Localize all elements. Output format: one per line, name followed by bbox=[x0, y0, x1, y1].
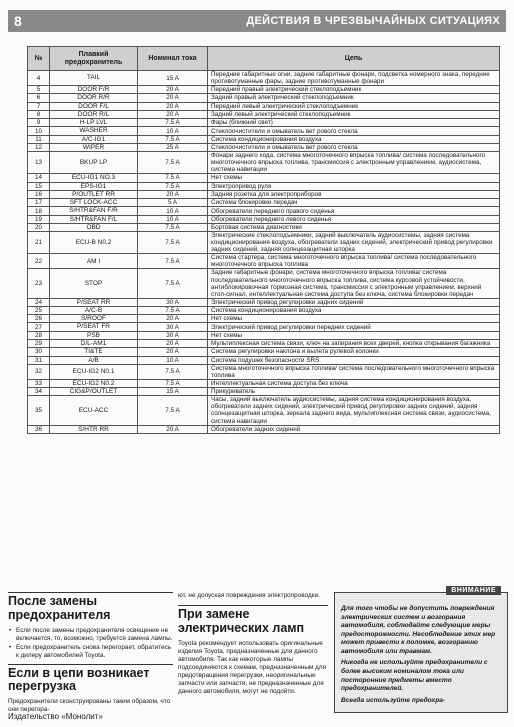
table-row bbox=[28, 199, 500, 207]
fuse-amperage-cell: 10 A bbox=[138, 207, 208, 215]
table-header-row bbox=[28, 47, 500, 71]
fuse-number-cell: 7 bbox=[28, 102, 50, 110]
fuse-circuit-cell: Стеклоочистители и омыватель вет рового стекла bbox=[208, 127, 500, 135]
column-header-number: № bbox=[28, 47, 50, 71]
continued-text: ют, не допуская повреждения электропроводки. bbox=[178, 592, 320, 599]
fuse-amperage-cell: 7.5 A bbox=[138, 379, 208, 387]
fuse-name-cell: D/L-AM1 bbox=[50, 339, 138, 347]
table-row bbox=[28, 94, 500, 102]
fuse-amperage-cell: 15 A bbox=[138, 388, 208, 396]
fuse-name-cell: A/C-B bbox=[50, 306, 138, 314]
fuse-name-cell: DOOR R/L bbox=[50, 110, 138, 118]
fuse-number-cell: 27 bbox=[28, 323, 50, 331]
fuse-amperage-cell: 10 A bbox=[138, 127, 208, 135]
fuse-name-cell: DOOR F/L bbox=[50, 102, 138, 110]
fuse-name-cell: ECU-IG1 NO.3 bbox=[50, 174, 138, 182]
fuse-circuit-cell: Обогреватели переднего правого сиденья bbox=[208, 207, 500, 215]
fuse-circuit-cell: Фонари заднего хода, система многоточечного впрыска топлива/ система последовательного многоточечного впрыска топлива, трансмиссия с электронным управлением, аудиосистема, система навигации bbox=[208, 152, 500, 174]
lamp-replacement-column bbox=[178, 592, 328, 698]
fuse-amperage-cell: 30 A bbox=[138, 331, 208, 339]
fuse-amperage-cell: 7.5 A bbox=[138, 364, 208, 379]
fuse-circuit-cell: Система стартера, система многоточечного впрыска топлива/ система последовательного многоточечного впрыска топлива bbox=[208, 254, 500, 269]
fuse-circuit-cell: Задняя розетка для электроприборов bbox=[208, 190, 500, 198]
table-row bbox=[28, 71, 500, 86]
fuse-amperage-cell: 20 A bbox=[138, 315, 208, 323]
fuse-name-cell: H-LP LVL bbox=[50, 119, 138, 127]
table-row bbox=[28, 152, 500, 174]
fuse-amperage-cell: 15 A bbox=[138, 71, 208, 86]
fuse-name-cell: TAIL bbox=[50, 71, 138, 86]
fuse-number-cell: 16 bbox=[28, 190, 50, 198]
fuse-table bbox=[27, 46, 500, 434]
fuse-amperage-cell: 25 A bbox=[138, 143, 208, 151]
after-replacement-column bbox=[8, 592, 173, 716]
fuse-number-cell: 20 bbox=[28, 223, 50, 231]
fuse-number-cell: 12 bbox=[28, 143, 50, 151]
fuse-number-cell: 19 bbox=[28, 215, 50, 223]
table-row bbox=[28, 306, 500, 314]
fuse-number-cell: 13 bbox=[28, 152, 50, 174]
fuse-circuit-cell: Система регулировки наклона и вылета рулевой колонки bbox=[208, 348, 500, 356]
fuse-name-cell: S/HTR&FAN F/L bbox=[50, 215, 138, 223]
fuse-amperage-cell: 7.5 A bbox=[138, 135, 208, 143]
fuse-name-cell: BKUP LP bbox=[50, 152, 138, 174]
fuse-circuit-cell: Система кондиционирования воздуха bbox=[208, 306, 500, 314]
table-row bbox=[28, 298, 500, 306]
fuse-number-cell: 31 bbox=[28, 356, 50, 364]
after-replacement-bullet: • Если после замены предохранителя освещение не включается, то, возможно, требуется замена лампы. bbox=[8, 627, 173, 643]
fuse-number-cell: 35 bbox=[28, 396, 50, 425]
fuse-amperage-cell: 7.5 A bbox=[138, 152, 208, 174]
table-row bbox=[28, 174, 500, 182]
column-header-fuse: Плавкий предохранитель bbox=[50, 47, 138, 71]
table-row bbox=[28, 127, 500, 135]
fuse-amperage-cell: 30 A bbox=[138, 323, 208, 331]
fuse-number-cell: 25 bbox=[28, 306, 50, 314]
fuse-amperage-cell: 20 A bbox=[138, 110, 208, 118]
table-row bbox=[28, 119, 500, 127]
fuse-name-cell: CIG&P/OUTLET bbox=[50, 388, 138, 396]
warning-box bbox=[334, 587, 508, 713]
fuse-name-cell: ECU-IG2 N0.1 bbox=[50, 364, 138, 379]
page-badge bbox=[14, 13, 22, 29]
table-row bbox=[28, 86, 500, 94]
fuse-name-cell: SFT LOCK-ACC bbox=[50, 199, 138, 207]
fuse-amperage-cell: 7.5 A bbox=[138, 223, 208, 231]
column-header-amperage: Номинал тока bbox=[138, 47, 208, 71]
fuse-name-cell: A/C-IG1 bbox=[50, 135, 138, 143]
page-number: 8 bbox=[14, 13, 22, 29]
fuse-name-cell: WASHER bbox=[50, 127, 138, 135]
fuse-circuit-cell: Мультиплексная система связи, ключ на запирания всех дверей, кнопка открывания багажника bbox=[208, 339, 500, 347]
warning-tag: ВНИМАНИЕ bbox=[446, 586, 501, 595]
fuse-number-cell: 22 bbox=[28, 254, 50, 269]
fuse-name-cell: OBD bbox=[50, 223, 138, 231]
table-row bbox=[28, 190, 500, 198]
fuse-circuit-cell: Задний левый электрический стеклоподъемник bbox=[208, 110, 500, 118]
fuse-amperage-cell: 7.5 A bbox=[138, 396, 208, 425]
fuse-amperage-cell: 20 A bbox=[138, 190, 208, 198]
table-row bbox=[28, 425, 500, 433]
lamp-replacement-heading: При замене электрических ламп bbox=[178, 605, 328, 636]
fuse-name-cell: STOP bbox=[50, 269, 138, 298]
table-row bbox=[28, 379, 500, 387]
fuse-name-cell: EPS-IG1 bbox=[50, 182, 138, 190]
fuse-amperage-cell: 7.5 A bbox=[138, 119, 208, 127]
fuse-name-cell: DOOR F/R bbox=[50, 86, 138, 94]
fuse-amperage-cell: 7.5 A bbox=[138, 232, 208, 254]
publisher-footer: Издательство «Монолит» bbox=[8, 712, 103, 721]
fuse-number-cell: 26 bbox=[28, 315, 50, 323]
warning-text: Всегда используйте предохра- bbox=[341, 696, 446, 704]
fuse-name-cell: WIPER bbox=[50, 143, 138, 151]
fuse-amperage-cell: 20 A bbox=[138, 86, 208, 94]
table-row bbox=[28, 143, 500, 151]
fuse-name-cell: P/OUTLET RR bbox=[50, 190, 138, 198]
fuse-circuit-cell: Электрический привод регулировки передних сидений bbox=[208, 323, 500, 331]
fuse-circuit-cell: Обогреватели переднего левого сиденья bbox=[208, 215, 500, 223]
fuse-number-cell: 33 bbox=[28, 379, 50, 387]
fuse-number-cell: 24 bbox=[28, 298, 50, 306]
fuse-amperage-cell: 5 A bbox=[138, 199, 208, 207]
fuse-number-cell: 36 bbox=[28, 425, 50, 433]
fuse-amperage-cell: 7.5 A bbox=[138, 306, 208, 314]
page-header bbox=[8, 10, 506, 32]
fuse-name-cell: P/SEAT FR bbox=[50, 323, 138, 331]
fuse-amperage-cell: 20 A bbox=[138, 339, 208, 347]
fuse-circuit-cell: Прикуриватель bbox=[208, 388, 500, 396]
fuse-circuit-cell: Электрические стеклоподъемники, задний выключатель аудиосистемы, задняя система кондиционирования воздуха, обогреватели задних сидений, электрический привод регулировки задних сидений, задняя солнцезащитная шторка bbox=[208, 232, 500, 254]
overload-heading: Если в цепи возникает перегрузка bbox=[8, 664, 173, 695]
table-row bbox=[28, 323, 500, 331]
table-row bbox=[28, 207, 500, 215]
fuse-amperage-cell: 7.5 A bbox=[138, 174, 208, 182]
fuse-circuit-cell: Нет схемы bbox=[208, 315, 500, 323]
fuse-number-cell: 5 bbox=[28, 86, 50, 94]
fuse-number-cell: 15 bbox=[28, 182, 50, 190]
fuse-number-cell: 4 bbox=[28, 71, 50, 86]
fuse-circuit-cell: Бортовая система диагностики bbox=[208, 223, 500, 231]
fuse-circuit-cell: Нет схемы bbox=[208, 174, 500, 182]
fuse-circuit-cell: Часы, задний выключатель аудиосистемы, задняя система кондиционирования воздуха, обогреватели задних сидений, электрический привод регулировки задних сидений, задняя солнцезащитная шторка, зеркала заднего вида, мультиплексная система связи, аудиосистема, система навигации bbox=[208, 396, 500, 425]
fuse-amperage-cell: 20 A bbox=[138, 102, 208, 110]
lamp-replacement-paragraph: Toyota рекомендует использовать оригинальные изделия Toyota, предназначенные для данного автомобиля. Так как некоторые лампы подсоединяются к схемам, предназначенным для предотвращения перегрузки, неоригинальные запчасти или запчасти, не предназначенные для данного автомобиля, могут не подойти. bbox=[178, 639, 327, 695]
fuse-number-cell: 23 bbox=[28, 269, 50, 298]
fuse-circuit-cell: Система подушек безопасности SRS bbox=[208, 356, 500, 364]
bottom-columns bbox=[8, 587, 508, 713]
fuse-amperage-cell: 7.5 A bbox=[138, 254, 208, 269]
fuse-circuit-cell: Система блокировки передач bbox=[208, 199, 500, 207]
fuse-name-cell: S/ROOF bbox=[50, 315, 138, 323]
table-row bbox=[28, 232, 500, 254]
fuse-circuit-cell: Передние габаритные огни, задние габаритные фонари, подсветка номерного знака, передние противотуманные фары, задние противотуманные фонари bbox=[208, 71, 500, 86]
fuse-circuit-cell: Задний правый электрический стеклоподъемник bbox=[208, 94, 500, 102]
fuse-circuit-cell: Задние габаритные фонари, система многоточечного впрыска топлива/ система последовательного многоточечного впрыска топлива, система курсовой устойчивости, антиблокировочная тормозная система, трансмиссия с электронным управлением, верхний стоп-сигнал, интеллектуальная система доступа без ключа, система блокировки передач bbox=[208, 269, 500, 298]
after-replacement-bullet: • Если предохранитель снова перегорает, обратитесь к дилеру автомобилей Toyota. bbox=[8, 644, 173, 660]
fuse-number-cell: 30 bbox=[28, 348, 50, 356]
overload-paragraph: Предохранители сконструированы таким образом, что они перегора- bbox=[8, 698, 171, 713]
fuse-circuit-cell: Система многоточечного впрыска топлива/ система последовательного многоточечного впрыска топлива bbox=[208, 364, 500, 379]
fuse-name-cell: S/HTR RR bbox=[50, 425, 138, 433]
fuse-number-cell: 11 bbox=[28, 135, 50, 143]
fuse-circuit-cell: Интеллектуальная система доступа без ключа bbox=[208, 379, 500, 387]
fuse-number-cell: 32 bbox=[28, 364, 50, 379]
table-row bbox=[28, 215, 500, 223]
table-row bbox=[28, 331, 500, 339]
fuse-number-cell: 6 bbox=[28, 94, 50, 102]
table-row bbox=[28, 339, 500, 347]
fuse-circuit-cell: Фары (ближний свет) bbox=[208, 119, 500, 127]
fuse-name-cell: DOOR R/R bbox=[50, 94, 138, 102]
fuse-circuit-cell: Нет схемы bbox=[208, 331, 500, 339]
fuse-circuit-cell: Система кондиционирования воздуха bbox=[208, 135, 500, 143]
fuse-name-cell: TI&TE bbox=[50, 348, 138, 356]
fuse-name-cell: ECU-IG2 N0.2 bbox=[50, 379, 138, 387]
table-row bbox=[28, 223, 500, 231]
fuse-circuit-cell: Передний правый электрический стеклоподъемник bbox=[208, 86, 500, 94]
fuse-number-cell: 8 bbox=[28, 110, 50, 118]
fuse-number-cell: 10 bbox=[28, 127, 50, 135]
column-header-circuit: Цепь bbox=[208, 47, 500, 71]
fuse-number-cell: 28 bbox=[28, 331, 50, 339]
fuse-amperage-cell: 30 A bbox=[138, 298, 208, 306]
fuse-table-wrapper bbox=[27, 46, 499, 434]
table-row bbox=[28, 348, 500, 356]
fuse-number-cell: 34 bbox=[28, 388, 50, 396]
fuse-amperage-cell: 7.5 A bbox=[138, 269, 208, 298]
fuse-circuit-cell: Электропривод руля bbox=[208, 182, 500, 190]
table-row bbox=[28, 396, 500, 425]
table-row bbox=[28, 388, 500, 396]
fuse-circuit-cell: Обогреватели задних сидений bbox=[208, 425, 500, 433]
fuse-name-cell: ECU-ACC bbox=[50, 396, 138, 425]
fuse-amperage-cell: 10 A bbox=[138, 356, 208, 364]
table-row bbox=[28, 269, 500, 298]
table-row bbox=[28, 182, 500, 190]
fuse-amperage-cell: 10 A bbox=[138, 215, 208, 223]
fuse-table-body bbox=[28, 71, 500, 434]
table-row bbox=[28, 315, 500, 323]
fuse-number-cell: 18 bbox=[28, 207, 50, 215]
fuse-circuit-cell: Стеклоочистители и омыватель вет рового стекла bbox=[208, 143, 500, 151]
after-replacement-heading: После замены предохранителя bbox=[8, 592, 173, 623]
warning-text: Никогда не используйте предохранители с более высоким номиналом тока или посторонние предметы вместо предохранителей. bbox=[341, 659, 488, 693]
fuse-number-cell: 9 bbox=[28, 119, 50, 127]
table-row bbox=[28, 102, 500, 110]
section-title: ДЕЙСТВИЯ В ЧРЕЗВЫЧАЙНЫХ СИТУАЦИЯХ bbox=[246, 15, 500, 27]
fuse-circuit-cell: Электрический привод регулировки задних сидений bbox=[208, 298, 500, 306]
table-row bbox=[28, 254, 500, 269]
fuse-number-cell: 17 bbox=[28, 199, 50, 207]
fuse-name-cell: P/SEAT RR bbox=[50, 298, 138, 306]
fuse-number-cell: 21 bbox=[28, 232, 50, 254]
fuse-name-cell: A/B bbox=[50, 356, 138, 364]
fuse-amperage-cell: 20 A bbox=[138, 425, 208, 433]
fuse-name-cell: ECU-B N0.2 bbox=[50, 232, 138, 254]
fuse-amperage-cell: 7.5 A bbox=[138, 182, 208, 190]
fuse-name-cell: PSB bbox=[50, 331, 138, 339]
fuse-amperage-cell: 20 A bbox=[138, 94, 208, 102]
fuse-name-cell: AM I bbox=[50, 254, 138, 269]
fuse-number-cell: 29 bbox=[28, 339, 50, 347]
fuse-amperage-cell: 20 A bbox=[138, 348, 208, 356]
fuse-circuit-cell: Передний левый электрический стеклоподъемник bbox=[208, 102, 500, 110]
table-row bbox=[28, 364, 500, 379]
table-row bbox=[28, 135, 500, 143]
table-row bbox=[28, 356, 500, 364]
warning-text: Для того чтобы не допустить повреждения электрических систем и возгорания автомобиля, соблюдайте следующие меры предосторожности. Несоблюдение этих мер может привести к поломке, возгоранию автомобиля или травмам. bbox=[341, 605, 496, 655]
fuse-number-cell: 14 bbox=[28, 174, 50, 182]
fuse-name-cell: S/HTR&FAN F/R bbox=[50, 207, 138, 215]
warning-column bbox=[334, 587, 508, 713]
table-row bbox=[28, 110, 500, 118]
